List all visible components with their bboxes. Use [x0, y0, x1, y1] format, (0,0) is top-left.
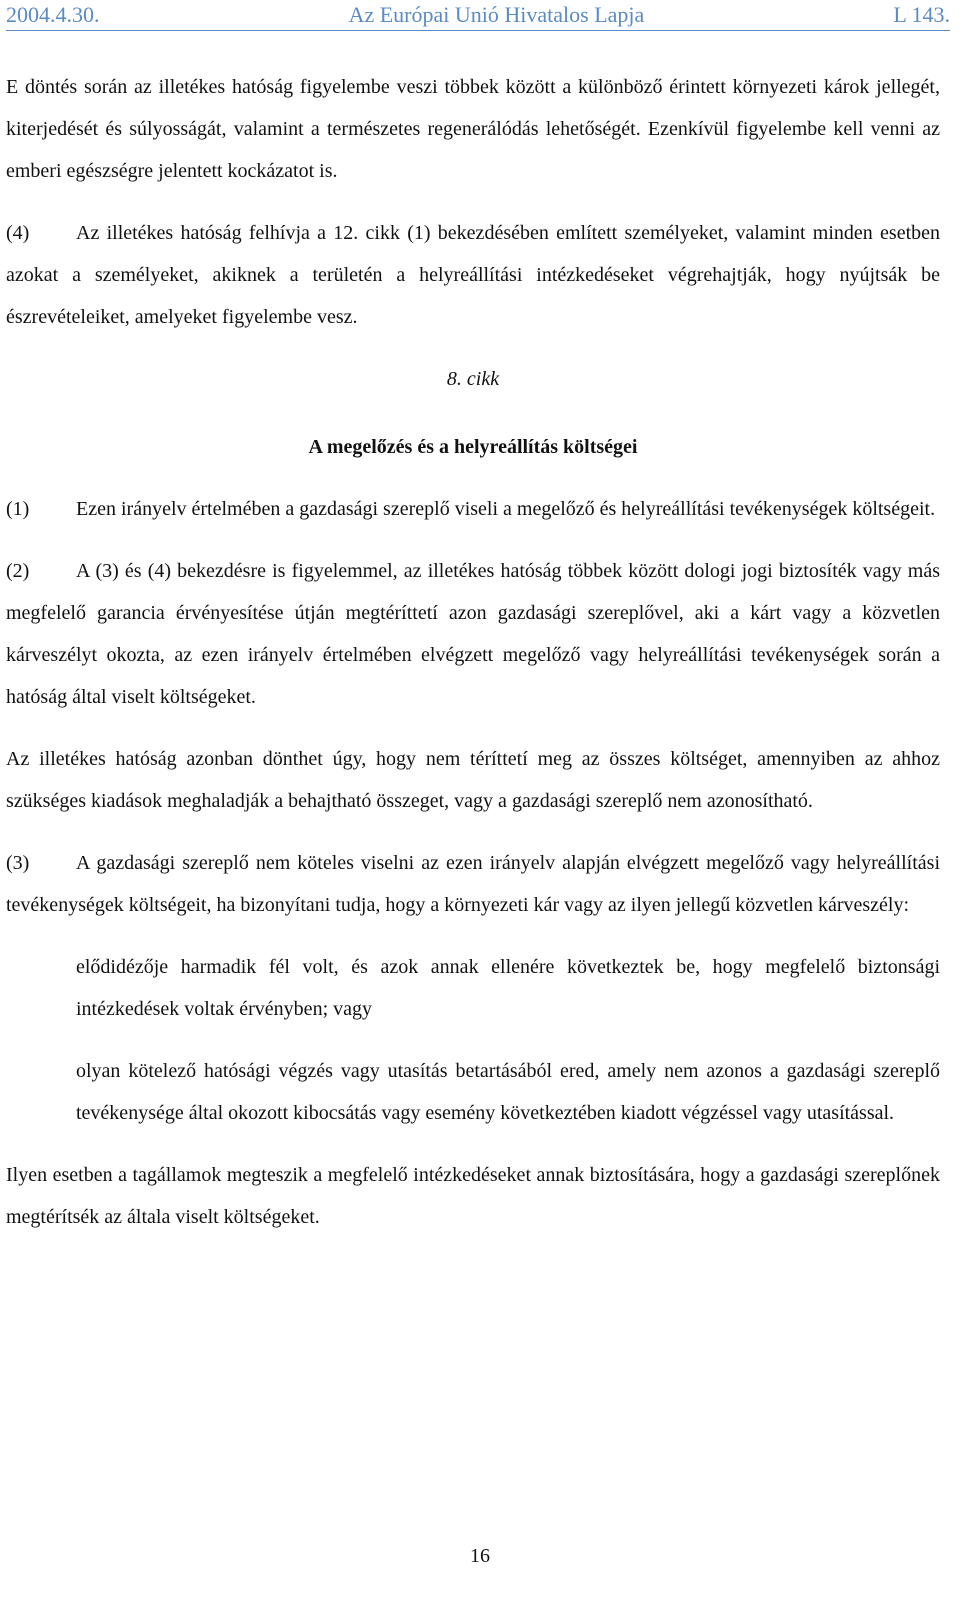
- intro-text: E döntés során az illetékes hatóság figyelembe veszi többek között a különböző érintett környezeti károk jellegét, kiterjedését és súlyosságát, valamint a természetes regenerálódás lehetőségét. Ezenkívül figyelembe kell venni az emberi egészségre jelentett kockázatot is.: [6, 76, 940, 182]
- list-item-b: [6, 1050, 940, 1134]
- list-item-a-text: elődidézője harmadik fél volt, és azok annak ellenére következtek be, hogy megfelelő biztonsági intézkedések voltak érvényben; vagy: [76, 956, 940, 1020]
- paragraph-3-text: A gazdasági szereplő nem köteles viselni az ezen irányelv alapján elvégzett megelőző vagy helyreállítási tevékenységek költségeit, ha bizonyítani tudja, hogy a környezeti kár vagy az ilyen jellegű közvetlen kárveszély:: [6, 852, 940, 916]
- article-number: 8. cikk: [446, 368, 500, 390]
- paragraph-2-continuation-text: Az illetékes hatóság azonban dönthet úgy, hogy nem téríttetí meg az összes költséget, amennyiben az ahhoz szükséges kiadások meghaladják a behajtható összeget, vagy a gazdasági szereplő nem azonosítható.: [6, 748, 940, 812]
- page-header: [6, 2, 950, 28]
- paragraph-4-text: Az illetékes hatóság felhívja a 12. cikk (1) bekezdésében említett személyeket, valamint minden esetben azokat a személyeket, akiknek a területén a helyreállítási intézkedéseket végrehajtják, hogy nyújtsák be észrevételeiket, amelyeket figyelembe vesz.: [6, 222, 940, 328]
- article-title: A megelőzés és a helyreállítás költségei: [308, 436, 638, 458]
- paragraph-3-number: (3): [6, 852, 30, 874]
- paragraph-2-number: (2): [6, 560, 30, 582]
- document-body: [6, 66, 940, 1238]
- paragraph-3: [6, 842, 940, 926]
- paragraph-4: [6, 212, 940, 338]
- header-date: 2004.4.30.: [6, 2, 100, 27]
- list-item-a-label: [6, 946, 76, 988]
- closing-text: Ilyen esetben a tagállamok megteszik a megfelelő intézkedéseket annak biztosítására, hogy a gazdasági szereplőnek megtérítsék az általa viselt költségeket.: [6, 1164, 940, 1228]
- intro-paragraph: [6, 66, 940, 192]
- header-journal-title: Az Európai Unió Hivatalos Lapja: [348, 2, 645, 27]
- list-item-a: [6, 946, 940, 1030]
- header-divider: [6, 30, 950, 31]
- paragraph-2-continuation: [6, 738, 940, 822]
- list-item-b-label: [6, 1050, 76, 1092]
- header-issue: L 143.: [893, 2, 950, 27]
- list-item-b-text: olyan kötelező hatósági végzés vagy utasítás betartásából ered, amely nem azonos a gazdasági szereplő tevékenysége által okozott kibocsátás vagy esemény következtében kiadott végzéssel vagy utasítással.: [76, 1060, 940, 1124]
- paragraph-1-text: Ezen irányelv értelmében a gazdasági szereplő viseli a megelőző és helyreállítási tevékenységek költségeit.: [76, 498, 936, 520]
- paragraph-1-number: (1): [6, 498, 30, 520]
- paragraph-1: [6, 488, 940, 530]
- paragraph-2: [6, 550, 940, 718]
- page-number: 16: [470, 1545, 490, 1567]
- paragraph-4-number: (4): [6, 222, 30, 244]
- closing-paragraph: [6, 1154, 940, 1238]
- paragraph-2-text: A (3) és (4) bekezdésre is figyelemmel, az illetékes hatóság többek között dologi jogi biztosíték vagy más megfelelő garancia érvényesítése útján megtéríttetí azon gazdasági szereplővel, aki a kárt vagy a közvetlen kárveszélyt okozta, az ezen irányelv értelmében elvégzett megelőző vagy helyreállítási tevékenységek során a hatóság által viselt költségeket.: [6, 560, 940, 708]
